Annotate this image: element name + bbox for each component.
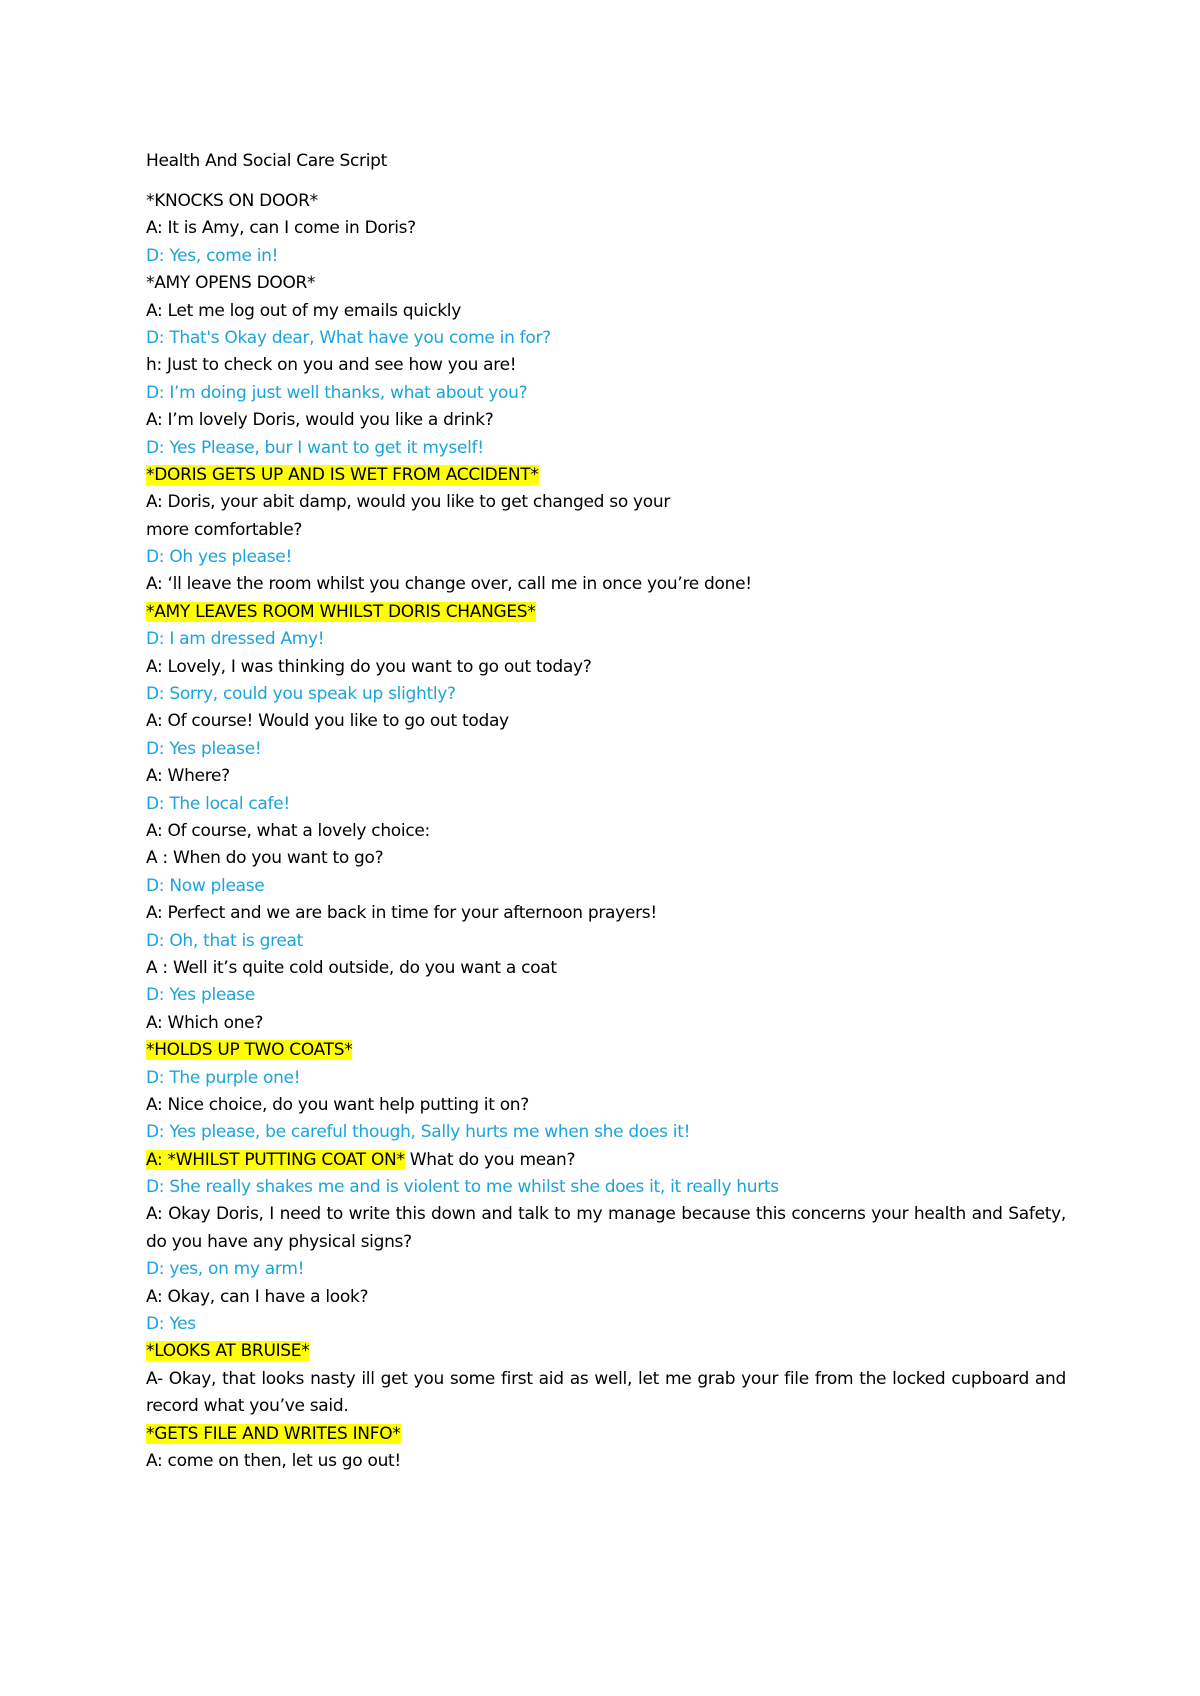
- script-line-doris: [146, 873, 1066, 900]
- script-line-doris: [146, 791, 1066, 818]
- line-text: A: Where?: [146, 766, 230, 787]
- script-line: [146, 215, 1066, 242]
- script-line: [146, 1201, 1066, 1256]
- line-text: A: It is Amy, can I come in Doris?: [146, 218, 416, 239]
- line-text: h: Just to check on you and see how you are!: [146, 355, 517, 376]
- stage-direction-text: *DORIS GETS UP AND IS WET FROM ACCIDENT*: [146, 464, 539, 485]
- script-line: [146, 654, 1066, 681]
- script-line-doris: [146, 1119, 1066, 1146]
- line-text: A: Lovely, I was thinking do you want to go out today?: [146, 656, 592, 677]
- line-text: D: Yes, come in!: [146, 245, 279, 266]
- line-text: What do you mean?: [404, 1149, 576, 1170]
- script-line-doris: [146, 1311, 1066, 1338]
- stage-direction-text: *AMY LEAVES ROOM WHILST DORIS CHANGES*: [146, 601, 536, 622]
- line-text: A: Doris, your abit damp, would you like to get changed so your: [146, 492, 671, 513]
- script-line-doris: [146, 626, 1066, 653]
- line-text: A: come on then, let us go out!: [146, 1451, 401, 1472]
- line-text: D: Oh, that is great: [146, 930, 304, 951]
- line-text: A: Okay, can I have a look?: [146, 1286, 369, 1307]
- script-line: [146, 1366, 1066, 1421]
- script-line: [146, 571, 1066, 598]
- script-line-doris: [146, 325, 1066, 352]
- line-text: A: I’m lovely Doris, would you like a drink?: [146, 410, 494, 431]
- document-title: Health And Social Care Script: [146, 151, 388, 171]
- script-line-doris: [146, 380, 1066, 407]
- line-text: A: Let me log out of my emails quickly: [146, 300, 461, 321]
- script-line: [146, 955, 1066, 982]
- line-text: A: Perfect and we are back in time for your afternoon prayers!: [146, 903, 657, 924]
- line-text: A: ‘ll leave the room whilst you change over, call me in once you’re done!: [146, 574, 752, 595]
- script-line-doris: [146, 435, 1066, 462]
- stage-direction-text: *HOLDS UP TWO COATS*: [146, 1040, 353, 1061]
- script-line-doris: [146, 544, 1066, 571]
- line-text: D: Oh yes please!: [146, 547, 292, 568]
- line-text: D: That's Okay dear, What have you come in for?: [146, 327, 551, 348]
- line-text: D: The purple one!: [146, 1067, 301, 1088]
- script-line: [146, 298, 1066, 325]
- line-text: A: Of course, what a lovely choice:: [146, 820, 430, 841]
- script-line-doris: [146, 243, 1066, 270]
- stage-direction: [146, 1338, 1066, 1365]
- line-text: D: Now please: [146, 875, 265, 896]
- line-text: D: Sorry, could you speak up slightly?: [146, 684, 456, 705]
- line-text: A: Okay Doris, I need to write this down and talk to my manage because this concerns your health and Safety, do you have any physical signs?: [146, 1204, 1066, 1252]
- stage-direction-text: *LOOKS AT BRUISE*: [146, 1341, 310, 1362]
- line-text: A: Nice choice, do you want help putting it on?: [146, 1094, 530, 1115]
- script-line: [146, 489, 1066, 516]
- line-text: D: I am dressed Amy!: [146, 629, 325, 650]
- line-text: D: Yes: [146, 1314, 196, 1335]
- line-text: A: Of course! Would you like to go out today: [146, 711, 509, 732]
- script-line: [146, 708, 1066, 735]
- script-line: [146, 188, 1066, 215]
- script-line: [146, 763, 1066, 790]
- script-line: [146, 900, 1066, 927]
- stage-direction: [146, 462, 1066, 489]
- line-text: A : When do you want to go?: [146, 848, 384, 869]
- script-line: [146, 1448, 1066, 1475]
- line-text: D: She really shakes me and is violent to me whilst she does it, it really hurts: [146, 1177, 779, 1198]
- script-line-doris: [146, 1174, 1066, 1201]
- script-line: [146, 1092, 1066, 1119]
- line-text: D: yes, on my arm!: [146, 1259, 305, 1280]
- line-text: D: Yes please, be careful though, Sally hurts me when she does it!: [146, 1122, 691, 1143]
- line-text: D: The local cafe!: [146, 793, 290, 814]
- line-text: *AMY OPENS DOOR*: [146, 273, 316, 294]
- stage-direction: [146, 599, 1066, 626]
- script-line-doris: [146, 681, 1066, 708]
- script-line-doris: [146, 928, 1066, 955]
- line-text: D: Yes Please, bur I want to get it myself!: [146, 437, 484, 458]
- script-line: [146, 1284, 1066, 1311]
- script-line: [146, 818, 1066, 845]
- line-text: A- Okay, that looks nasty ill get you some first aid as well, let me grab your file from the locked cupboard and record what you’ve said.: [146, 1368, 1066, 1417]
- line-text: more comfortable?: [146, 519, 303, 540]
- stage-direction-text: *GETS FILE AND WRITES INFO*: [146, 1423, 401, 1444]
- line-text: D: Yes please: [146, 985, 255, 1006]
- script-line: [146, 352, 1066, 379]
- script-body: [146, 148, 1066, 1475]
- stage-direction-text: A: *WHILST PUTTING COAT ON*: [146, 1149, 405, 1170]
- line-text: A: Which one?: [146, 1012, 264, 1033]
- stage-direction: [146, 1147, 1066, 1174]
- line-text: D: I’m doing just well thanks, what about you?: [146, 382, 528, 403]
- script-lines: [146, 188, 1066, 1475]
- line-text: A : Well it’s quite cold outside, do you want a coat: [146, 957, 557, 978]
- script-line: [146, 845, 1066, 872]
- line-text: *KNOCKS ON DOOR*: [146, 191, 318, 211]
- script-line-doris: [146, 1256, 1066, 1283]
- script-line: [146, 1010, 1066, 1037]
- line-text: D: Yes please!: [146, 738, 262, 759]
- script-line-doris: [146, 736, 1066, 763]
- script-line: [146, 407, 1066, 434]
- script-line: [146, 270, 1066, 297]
- script-line-doris: [146, 982, 1066, 1009]
- script-line: [146, 517, 1066, 544]
- script-line-doris: [146, 1065, 1066, 1092]
- stage-direction: [146, 1421, 1066, 1448]
- stage-direction: [146, 1037, 1066, 1064]
